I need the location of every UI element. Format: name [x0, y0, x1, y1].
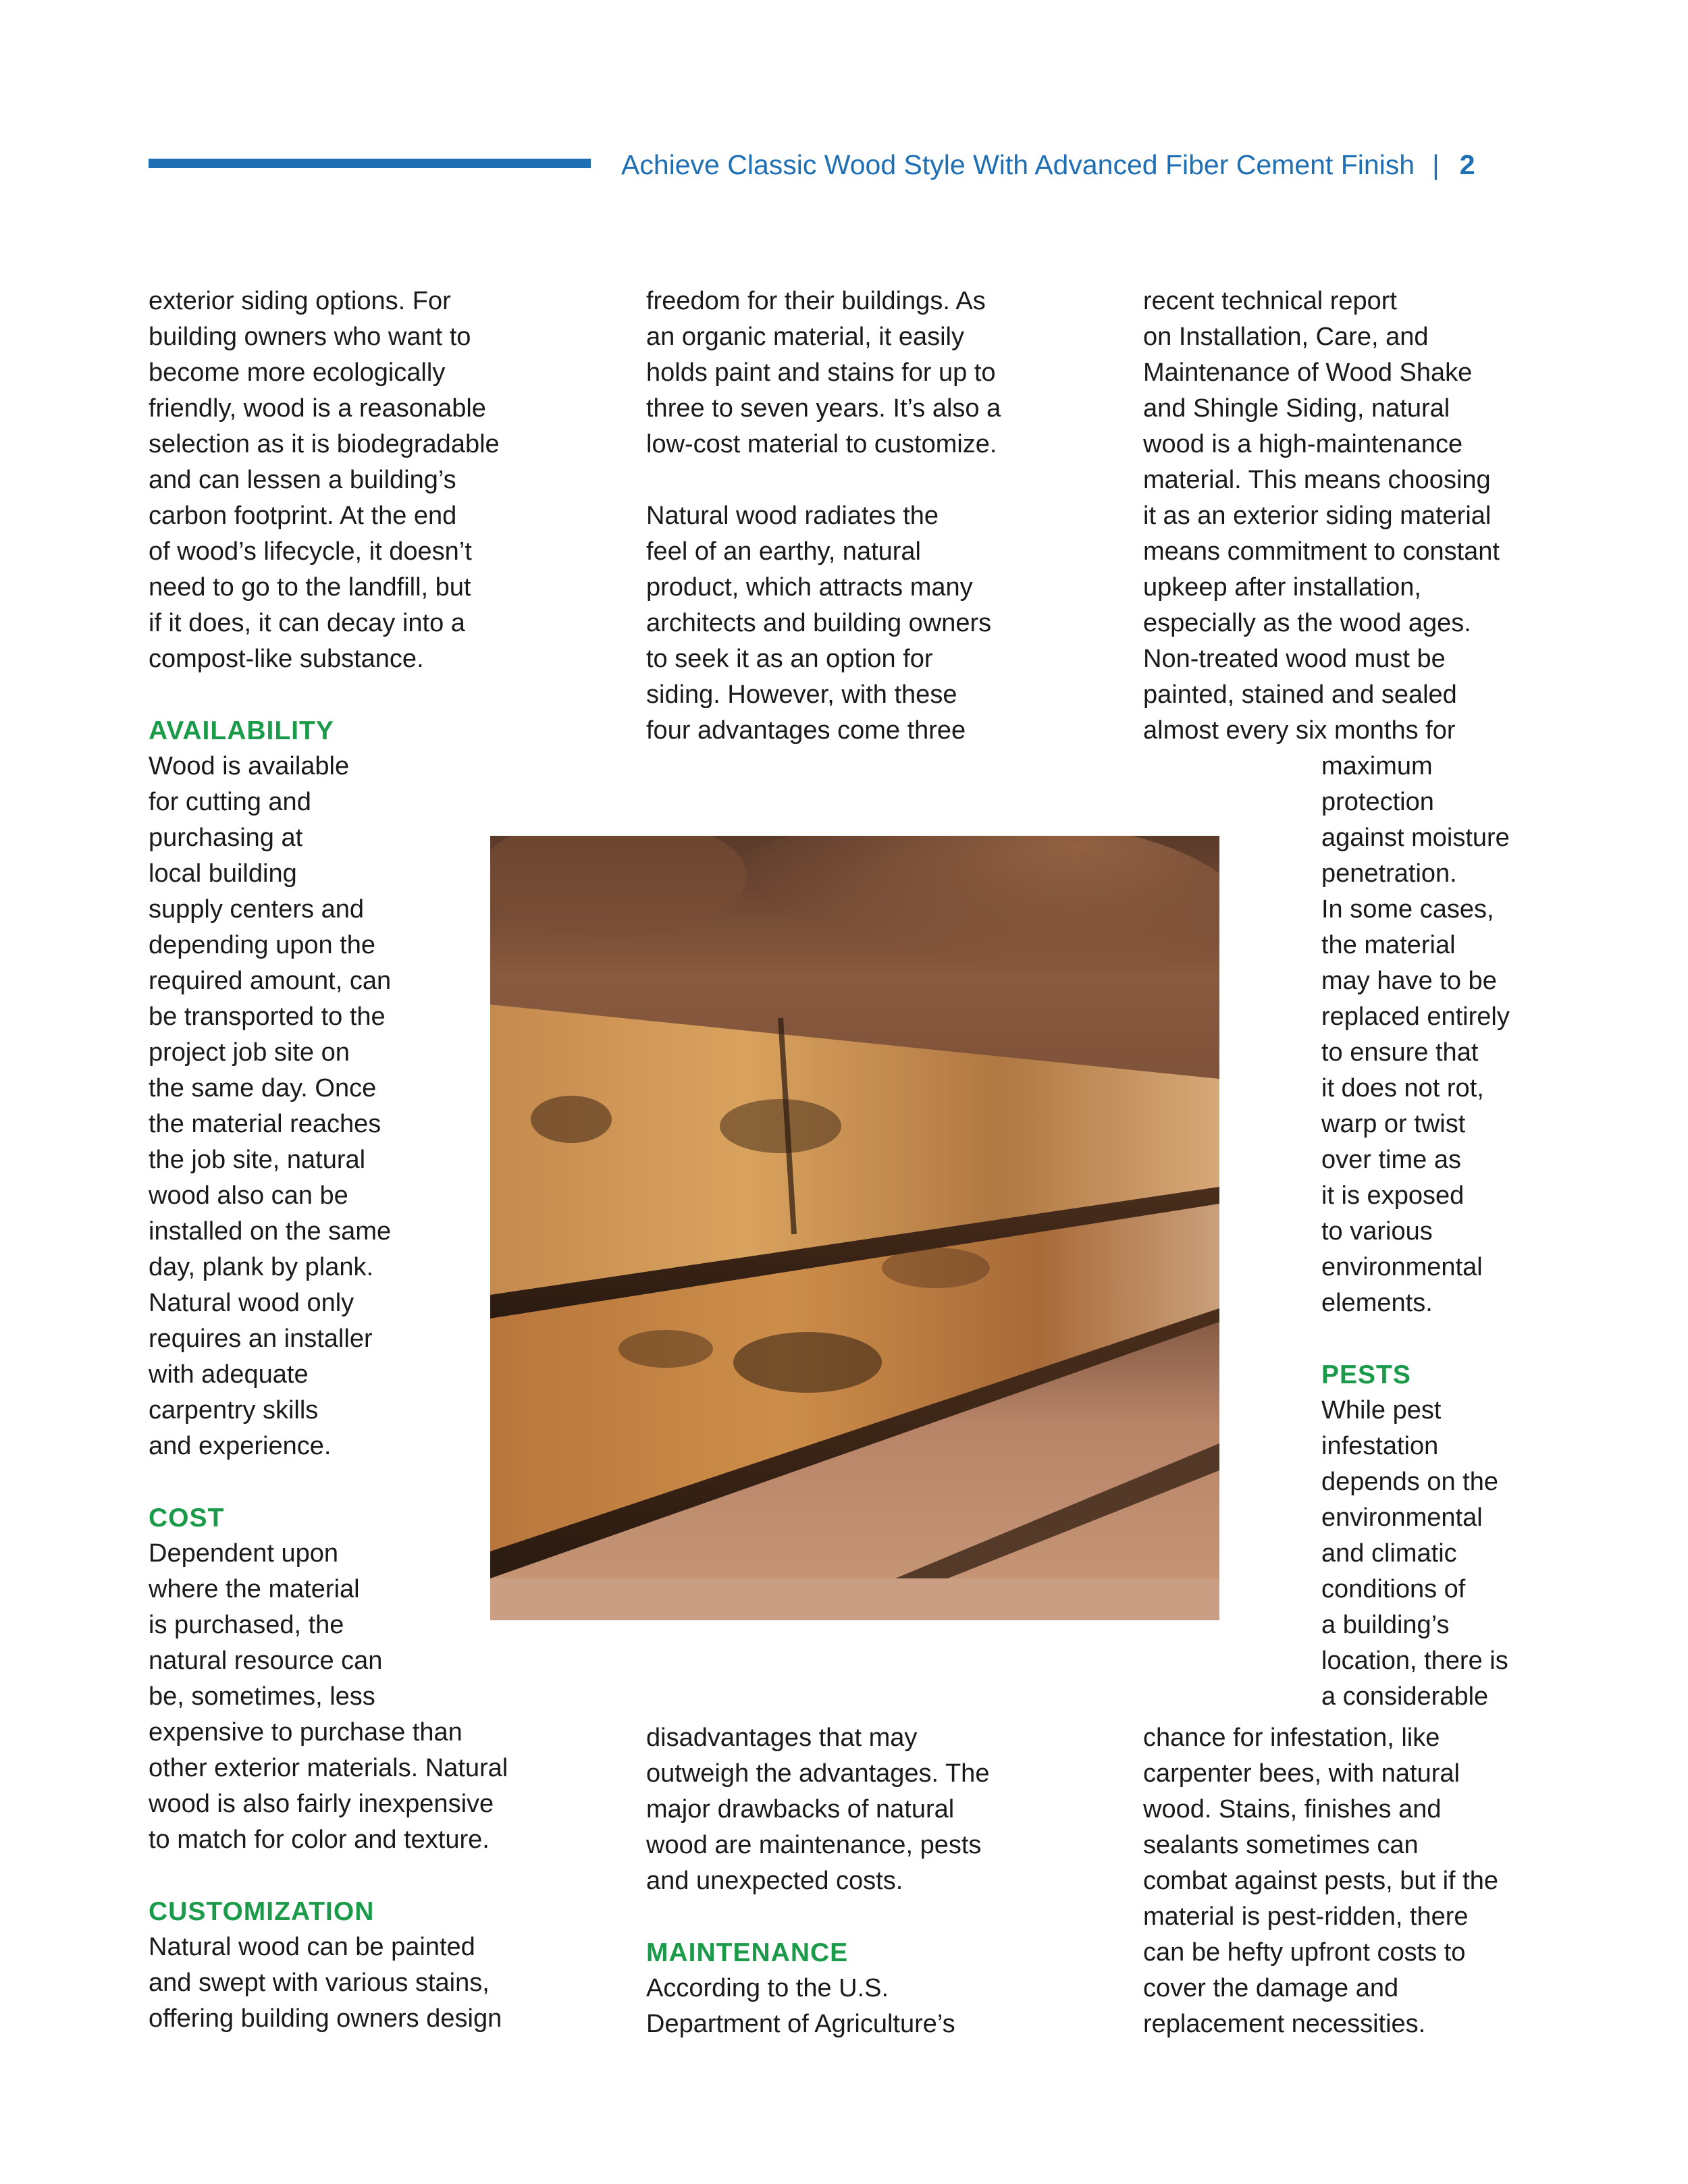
text-line: building owners who want to	[149, 323, 471, 351]
header-rule	[149, 159, 591, 168]
text-line: recent technical report	[1143, 287, 1397, 315]
header-title: Achieve Classic Wood Style With Advanced Fiber Cement Finish	[621, 149, 1415, 180]
text-line: warp or twist	[1321, 1110, 1466, 1138]
text-line: carpenter bees, with natural	[1143, 1759, 1460, 1788]
text-line: if it does, it can decay into a	[149, 609, 465, 637]
text-line: wood also can be	[149, 1181, 348, 1210]
text-line: of wood’s lifecycle, it doesn’t	[149, 537, 472, 566]
text-line: exterior siding options. For	[149, 287, 451, 315]
text-line: Natural wood only	[149, 1289, 354, 1317]
text-line: feel of an earthy, natural	[646, 537, 921, 566]
col2-top	[646, 284, 1001, 749]
text-line: wood are maintenance, pests	[646, 1831, 982, 1859]
text-line: offering building owners design	[149, 2004, 502, 2033]
text-line: material. This means choosing	[1143, 466, 1491, 494]
text-line: and unexpected costs.	[646, 1867, 903, 1895]
col2-text-c	[646, 1720, 989, 1899]
text-line: combat against pests, but if the	[1143, 1867, 1498, 1895]
text-line: a considerable	[1321, 1682, 1489, 1711]
col1-top	[149, 284, 508, 2037]
maintenance-heading: MAINTENANCE	[646, 1938, 849, 1967]
text-line: project job site on	[149, 1038, 350, 1067]
customization-text	[149, 1929, 508, 2037]
text-line: it as an exterior siding material	[1143, 502, 1492, 530]
text-line: the same day. Once	[149, 1074, 377, 1102]
text-line: depends on the	[1321, 1468, 1499, 1496]
text-line: major drawbacks of natural	[646, 1795, 955, 1823]
text-line: the material reaches	[149, 1110, 381, 1138]
text-line: over time as	[1321, 1146, 1461, 1174]
text-line: Department of Agriculture’s	[646, 2010, 955, 2038]
text-line: three to seven years. It’s also a	[646, 394, 1001, 423]
text-line: Non-treated wood must be	[1143, 645, 1446, 673]
text-line: replacement necessities.	[1143, 2010, 1426, 2038]
text-line: especially as the wood ages.	[1143, 609, 1471, 637]
text-line: freedom for their buildings. As	[646, 287, 986, 315]
text-line: on Installation, Care, and	[1143, 323, 1429, 351]
text-line: with adequate	[149, 1360, 309, 1389]
text-line: sealants sometimes can	[1143, 1831, 1419, 1859]
text-line: purchasing at	[149, 824, 303, 852]
text-line: friendly, wood is a reasonable	[149, 394, 486, 423]
text-line: and experience.	[149, 1432, 332, 1460]
pests-text-wide	[1143, 1720, 1498, 2042]
text-line: painted, stained and sealed	[1143, 681, 1457, 709]
text-line: wood. Stains, finishes and	[1143, 1795, 1442, 1823]
text-line: holds paint and stains for up to	[646, 358, 996, 387]
text-line: become more ecologically	[149, 358, 446, 387]
col2-text-b	[646, 498, 1001, 749]
text-line: Dependent upon	[149, 1539, 339, 1568]
text-line: for cutting and	[149, 788, 311, 816]
col3-narrow	[1321, 749, 1510, 1715]
text-line: four advantages come three	[646, 716, 966, 745]
customization-heading: CUSTOMIZATION	[149, 1897, 375, 1926]
text-line: architects and building owners	[646, 609, 992, 637]
text-line: be, sometimes, less	[149, 1682, 375, 1711]
text-line: siding. However, with these	[646, 681, 957, 709]
text-line: day, plank by plank.	[149, 1253, 374, 1281]
text-line: required amount, can	[149, 967, 392, 995]
page-number: 2	[1459, 149, 1475, 180]
maintenance-text	[646, 1971, 989, 2042]
text-line: to various	[1321, 1217, 1433, 1246]
header-separator: |	[1432, 149, 1440, 180]
text-line: against moisture	[1321, 824, 1510, 852]
col3-text-a	[1143, 284, 1500, 749]
text-line: need to go to the landfill, but	[149, 573, 471, 602]
col3-bottom	[1143, 1720, 1498, 2042]
text-line: to ensure that	[1321, 1038, 1479, 1067]
text-line: low-cost material to customize.	[646, 430, 997, 458]
text-line: depending upon the	[149, 931, 375, 959]
text-line: upkeep after installation,	[1143, 573, 1421, 602]
text-line: an organic material, it easily	[646, 323, 964, 351]
col2-bottom	[646, 1720, 989, 2042]
text-line: chance for infestation, like	[1143, 1724, 1440, 1752]
text-line: Maintenance of Wood Shake	[1143, 358, 1473, 387]
col3-top	[1143, 284, 1500, 749]
text-line: elements.	[1321, 1289, 1433, 1317]
text-line: cover the damage and	[1143, 1974, 1399, 2002]
text-line: the job site, natural	[149, 1146, 366, 1174]
text-line: outweigh the advantages. The	[646, 1759, 990, 1788]
text-line: expensive to purchase than	[149, 1718, 463, 1747]
text-line: can be hefty upfront costs to	[1143, 1938, 1466, 1967]
page-header	[621, 146, 1530, 184]
availability-heading: AVAILABILITY	[149, 716, 334, 745]
text-line: product, which attracts many	[646, 573, 973, 602]
text-line: requires an installer	[149, 1325, 373, 1353]
text-line: supply centers and	[149, 895, 364, 924]
text-line: may have to be	[1321, 967, 1497, 995]
pests-heading: PESTS	[1321, 1360, 1411, 1389]
text-line: be transported to the	[149, 1003, 386, 1031]
text-line: a building’s	[1321, 1611, 1450, 1639]
text-line: almost every six months for	[1143, 716, 1456, 745]
text-line: to seek it as an option for	[646, 645, 933, 673]
text-line: wood is a high-maintenance	[1143, 430, 1463, 458]
text-line: natural resource can	[149, 1647, 383, 1675]
text-line: the material	[1321, 931, 1456, 959]
text-line: and swept with various stains,	[149, 1969, 490, 1997]
text-line: is purchased, the	[149, 1611, 344, 1639]
text-line: Wood is available	[149, 752, 350, 780]
cost-heading: COST	[149, 1503, 225, 1533]
text-line: other exterior materials. Natural	[149, 1754, 508, 1782]
text-line: environmental	[1321, 1253, 1483, 1281]
pests-text-narrow	[1321, 1393, 1510, 1715]
text-line: According to the U.S.	[646, 1974, 889, 2002]
text-line: and climatic	[1321, 1539, 1457, 1568]
text-line: and can lessen a building’s	[149, 466, 456, 494]
col3-text-b	[1321, 749, 1510, 1321]
text-line: protection	[1321, 788, 1434, 816]
text-line: it is exposed	[1321, 1181, 1465, 1210]
col2-text-a	[646, 284, 1001, 462]
text-line: location, there is	[1321, 1647, 1508, 1675]
text-line: where the material	[149, 1575, 360, 1603]
text-line: disadvantages that may	[646, 1724, 918, 1752]
text-line: conditions of	[1321, 1575, 1466, 1603]
text-line: environmental	[1321, 1503, 1483, 1532]
text-line: means commitment to constant	[1143, 537, 1500, 566]
cost-text	[149, 1536, 508, 1858]
text-line: infestation	[1321, 1432, 1439, 1460]
text-line: Natural wood radiates the	[646, 502, 939, 530]
wood-planks-photo	[490, 836, 1219, 1620]
text-line: maximum	[1321, 752, 1433, 780]
text-line: selection as it is biodegradable	[149, 430, 500, 458]
text-line: wood is also fairly inexpensive	[149, 1790, 494, 1818]
text-line: compost-like substance.	[149, 645, 424, 673]
text-line: carbon footprint. At the end	[149, 502, 457, 530]
text-line: Natural wood can be painted	[149, 1933, 475, 1961]
text-line: material is pest-ridden, there	[1143, 1902, 1469, 1931]
text-line: penetration.	[1321, 859, 1457, 888]
text-line: it does not rot,	[1321, 1074, 1484, 1102]
text-line: In some cases,	[1321, 895, 1494, 924]
text-line: While pest	[1321, 1396, 1442, 1424]
availability-text	[149, 749, 508, 1464]
text-line: carpentry skills	[149, 1396, 319, 1424]
text-line: installed on the same	[149, 1217, 392, 1246]
text-line: to match for color and texture.	[149, 1826, 490, 1854]
text-line: local building	[149, 859, 297, 888]
col1-intro	[149, 284, 508, 677]
text-line: and Shingle Siding, natural	[1143, 394, 1450, 423]
text-line: replaced entirely	[1321, 1003, 1510, 1031]
